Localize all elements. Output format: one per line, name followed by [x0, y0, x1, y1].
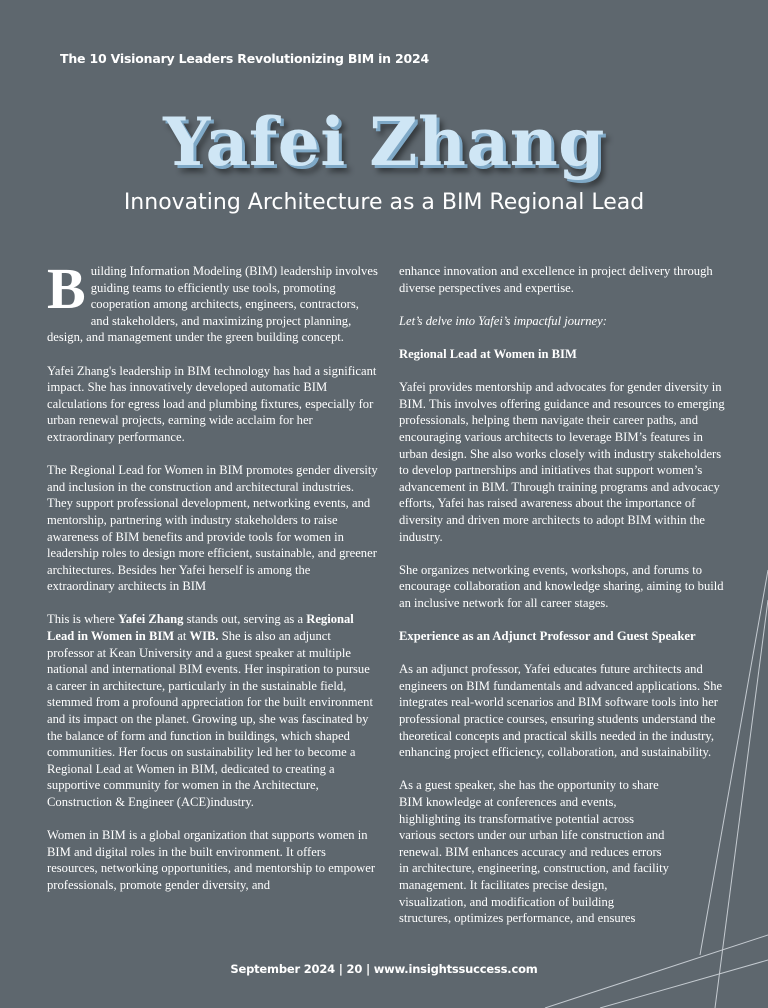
article-subtitle: Innovating Architecture as a BIM Regional Lead: [123, 190, 645, 215]
decorative-line: [715, 600, 768, 1008]
paragraph-regional-lead: The Regional Lead for Women in BIM promotes gender diversity and inclusion in the construction and architectural industries. They support professional development, networking events, and mentorship, partnering with industry stakeholders to raise awareness of BIM benefits and provide tools for women in leadership roles to design more efficient, sustainable, and greener architectures. Besides her Yafei herself is among the extraordinary architects in BIM: [47, 463, 378, 594]
paragraph-mentorship: Yafei provides mentorship and advocates for gender diversity in BIM. This involves offering guidance and resources to emerging professionals, helping them navigate their career paths, and encouraging various architects to leverage BIM’s features in urban design. She also works closely with industry stakeholders to develop partnerships and initiatives that support women’s advancement in BIM. Through training programs and advocacy efforts, Yafei has raised awareness about the importance of diversity and driven more architects to adopt BIM within the industry.: [399, 380, 725, 544]
intro-text: uilding Information Modeling (BIM) leadership involves guiding teams to efficiently use tools, promoting cooperation among architects, engineers, contractors, and stakeholders, and maximizing project planning, design, and management under the green building concept.: [47, 264, 378, 345]
paragraph-women-in-bim: Women in BIM is a global organization that supports women in BIM and digital roles in the built environment. It offers resources, networking opportunities, and mentorship to empower professionals, promote gender diversity, and: [47, 828, 376, 892]
paragraph-networking: She organizes networking events, workshops, and forums to encourage collaboration and knowledge sharing, aiming to build an inclusive network for all career stages.: [399, 562, 724, 610]
highlight-name: Yafei Zhang: [118, 612, 184, 627]
paragraph-standout: This is where Yafei Zhang stands out, serving as a Regional Lead in Women in BIM at WIB. She is also an adjunct professor at Kean University and a guest speaker at multiple national and international BIM events. Her inspiration to pursue a career in architecture, particularly in the sustainable field, stemmed from a profound appreciation for the built environment and its impact on the planet. Growing up, she was fascinated by the balance of form and function in buildings, which shaped communities. Her focus on sustainability led her to become a Regional Lead at Women in BIM, dedicated to creating a supportive community for women in the Architecture, Construction & Engineer (ACE)industry.: [47, 612, 373, 809]
section-heading-professor: Experience as an Adjunct Professor and Guest Speaker: [399, 629, 696, 644]
page-footer: September 2024 | 20 | www.insightssuccess.com: [230, 962, 538, 976]
highlight-org: WIB.: [189, 629, 219, 644]
paragraph-professor: As an adjunct professor, Yafei educates future architects and engineers on BIM fundamentals and advanced applications. She integrates real-world scenarios and BIM software tools into her professional practice courses, ensuring students understand the theoretical concepts and practical skills needed in the industry, enhancing project efficiency, collaboration, and sustainability.: [399, 662, 723, 760]
feature-kicker: The 10 Visionary Leaders Revolutionizing BIM in 2024: [60, 51, 430, 66]
paragraph-leadership: Yafei Zhang's leadership in BIM technology has had a significant impact. She has innovatively developed automatic BIM calculations for egress load and plumbing fixtures, especially for urban renewal projects, earning wide acclaim for her extraordinary performance.: [47, 363, 377, 444]
paragraph-guest-speaker: As a guest speaker, she has the opportunity to share BIM knowledge at conferences and events, highlighting its transformative potential across various sectors under our urban life construction and renewal. BIM enhances accuracy and reduces errors in architecture, engineering, construction, and facility management. It facilitates precise design, visualization, and modification of building structures, optimizes performance, and ensures: [399, 778, 669, 926]
drop-cap: B: [47, 256, 86, 321]
paragraph-continuation: enhance innovation and excellence in project delivery through diverse perspectives and expertise.: [399, 264, 713, 295]
section-heading-regional-lead: Regional Lead at Women in BIM: [399, 346, 577, 361]
highlight-role: Regional Lead in Women in BIM: [47, 612, 354, 644]
lead-in: Let’s delve into Yafei’s impactful journey:: [399, 313, 607, 328]
decorative-line: [700, 570, 768, 955]
profile-name: Yafei Zhang: [163, 103, 605, 181]
